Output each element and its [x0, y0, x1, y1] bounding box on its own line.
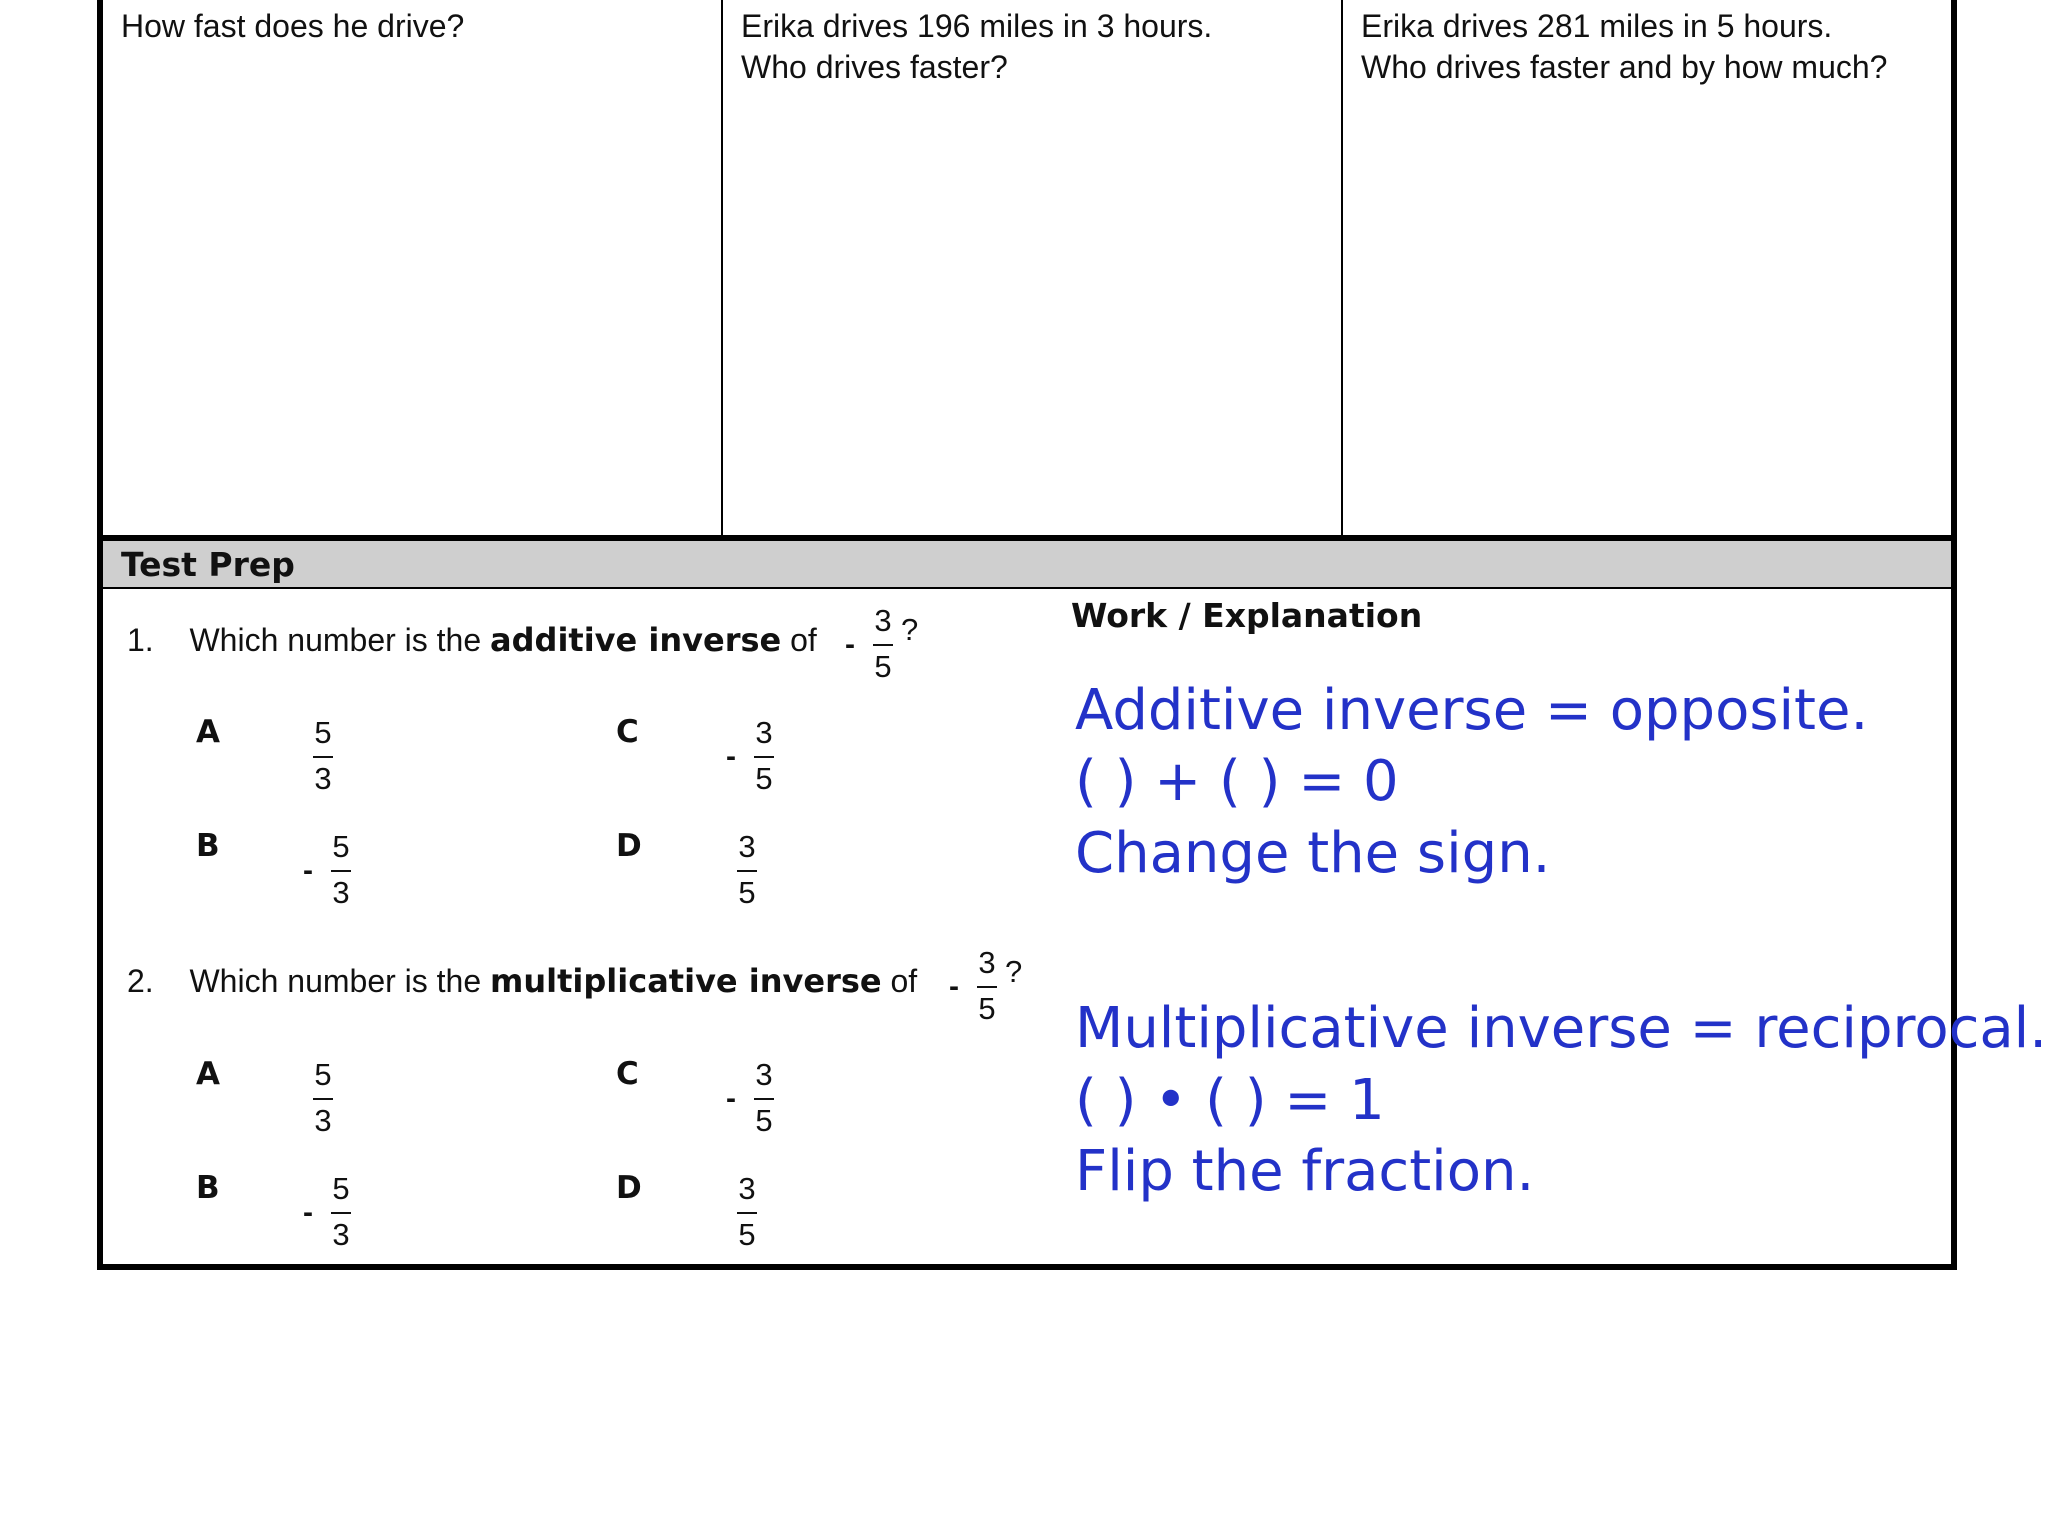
question-2-text-after: of	[890, 963, 918, 999]
given-sign: -	[845, 628, 855, 661]
numerator: 5	[314, 1057, 332, 1092]
numerator: 3	[755, 1057, 773, 1092]
q2-option-b-letter[interactable]: B	[196, 1170, 220, 1206]
fraction-bar	[737, 1212, 757, 1214]
given-sign: -	[949, 970, 959, 1003]
word-problem-1	[103, 0, 723, 535]
question-1-text-after: of	[790, 622, 817, 658]
given-denominator: 5	[978, 991, 996, 1026]
numerator: 3	[755, 715, 773, 750]
q1-option-b-fraction[interactable]	[303, 829, 361, 910]
negative-sign: -	[726, 740, 736, 773]
question-1-number: 1.	[127, 622, 154, 658]
handwritten-line-5: ( ) • ( ) = 1	[1075, 1068, 1385, 1133]
q1-option-a-fraction[interactable]	[303, 716, 343, 796]
fraction-bar	[754, 1098, 774, 1100]
word-problem-2-line-1: Erika drives 196 miles in 3 hours.	[741, 8, 1213, 44]
negative-sign: -	[303, 854, 313, 887]
q2-option-d-fraction[interactable]	[727, 1172, 767, 1252]
given-numerator: 3	[874, 603, 892, 638]
denominator: 5	[755, 1103, 773, 1138]
numerator: 3	[738, 1171, 756, 1206]
fraction-bar	[313, 1098, 333, 1100]
numerator: 5	[314, 715, 332, 750]
denominator: 5	[755, 761, 773, 796]
negative-sign: -	[303, 1196, 313, 1229]
q2-option-c-letter[interactable]: C	[616, 1056, 639, 1092]
fraction-bar	[313, 756, 333, 758]
q1-option-b-letter[interactable]: B	[196, 828, 220, 864]
question-1-text-before: Which number is the	[189, 622, 482, 658]
handwritten-line-3: Change the sign.	[1075, 821, 1551, 886]
numerator: 3	[738, 829, 756, 864]
question-mark: ?	[1005, 954, 1023, 989]
denominator: 5	[738, 1217, 756, 1252]
question-1-keyword: additive inverse	[490, 621, 782, 659]
handwritten-line-4: Multiplicative inverse = reciprocal.	[1075, 996, 2048, 1061]
denominator: 3	[314, 1103, 332, 1138]
given-denominator: 5	[874, 649, 892, 684]
question-2-number: 2.	[127, 963, 154, 999]
denominator: 3	[332, 1217, 350, 1252]
question-2	[127, 962, 917, 1000]
numerator: 5	[332, 829, 350, 864]
question-2-keyword: multiplicative inverse	[490, 962, 882, 1000]
word-problem-2	[723, 0, 1343, 535]
handwritten-line-1: Additive inverse = opposite.	[1075, 678, 1869, 743]
q1-option-a-letter[interactable]: A	[196, 714, 220, 750]
word-problem-2-line-2: Who drives faster?	[741, 49, 1008, 85]
q2-option-a-letter[interactable]: A	[196, 1056, 220, 1092]
q2-option-a-fraction[interactable]	[303, 1058, 343, 1138]
q1-option-d-fraction[interactable]	[727, 830, 767, 910]
denominator: 5	[738, 875, 756, 910]
word-problem-1-line-1: How fast does he drive?	[121, 8, 465, 44]
question-2-text-before: Which number is the	[189, 963, 482, 999]
q1-option-d-letter[interactable]: D	[616, 828, 642, 864]
word-problems-row	[103, 0, 1951, 541]
worksheet	[97, 0, 2048, 1270]
word-problem-3-line-1: Erika drives 281 miles in 5 hours.	[1361, 8, 1833, 44]
fraction-bar	[737, 870, 757, 872]
numerator: 5	[332, 1171, 350, 1206]
handwritten-line-6: Flip the fraction.	[1075, 1139, 1535, 1204]
denominator: 3	[314, 761, 332, 796]
fraction-bar	[331, 870, 351, 872]
q2-option-b-fraction[interactable]	[303, 1171, 361, 1252]
question-mark: ?	[901, 612, 919, 647]
work-explanation-title: Work / Explanation	[1071, 596, 1423, 635]
q2-option-d-letter[interactable]: D	[616, 1170, 642, 1206]
test-prep-header	[103, 541, 1951, 589]
q2-option-c-fraction[interactable]	[726, 1057, 784, 1138]
fraction-bar	[977, 986, 997, 988]
fraction-bar	[331, 1212, 351, 1214]
question-2-given-fraction	[949, 945, 1023, 1026]
fraction-bar	[754, 756, 774, 758]
q1-option-c-fraction[interactable]	[726, 715, 784, 796]
denominator: 3	[332, 875, 350, 910]
word-problem-3-line-2: Who drives faster and by how much?	[1361, 49, 1888, 85]
q1-option-c-letter[interactable]: C	[616, 714, 639, 750]
word-problem-3	[1343, 0, 1953, 535]
fraction-bar	[873, 644, 893, 646]
question-1	[127, 621, 817, 659]
test-prep-title: Test Prep	[121, 545, 295, 584]
handwritten-line-2: ( ) + ( ) = 0	[1075, 749, 1399, 814]
given-numerator: 3	[978, 945, 996, 980]
negative-sign: -	[726, 1082, 736, 1115]
question-1-given-fraction	[845, 603, 919, 684]
